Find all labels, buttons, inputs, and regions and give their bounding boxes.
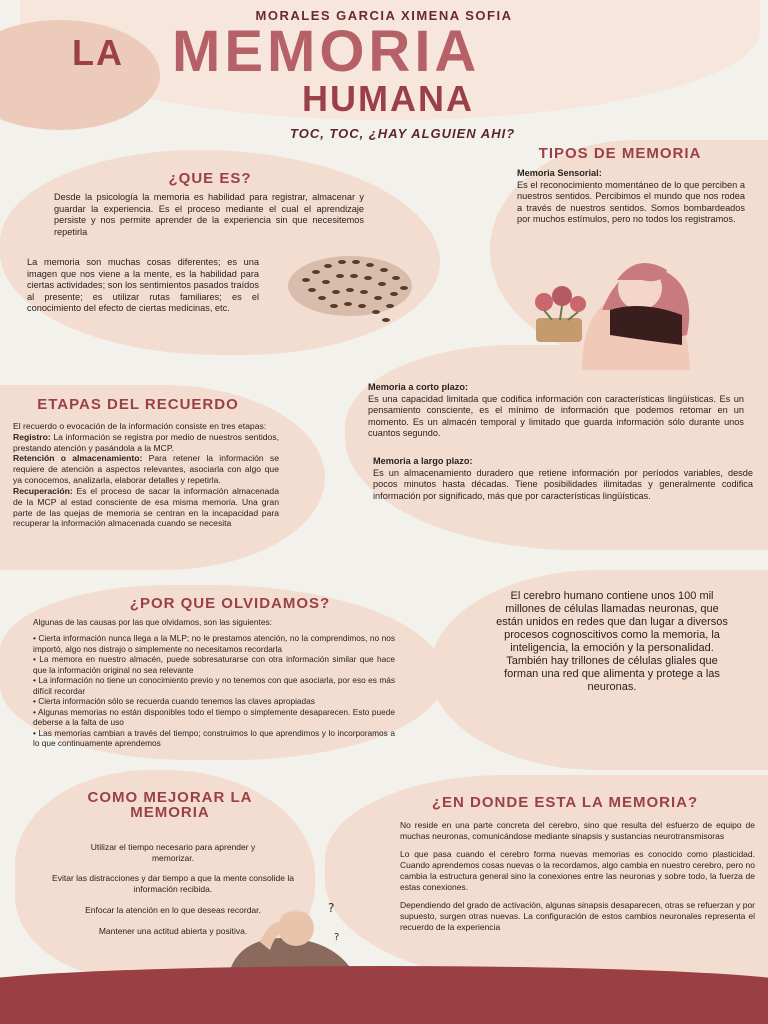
olvidamos-intro: Algunas de las causas por las que olvidamos, son las siguientes: bbox=[33, 617, 272, 627]
olvidamos-item: • La memora en nuestro almacén, puede sobresaturarse con otra información similar que hace que la información original no sea relevante bbox=[33, 654, 395, 675]
mejorar-tip: Mantener una actitud abierta y positiva. bbox=[98, 925, 248, 936]
page-subtitle: HUMANA bbox=[302, 78, 474, 119]
etapas-body bbox=[13, 421, 279, 529]
page-title: MEMORIA bbox=[172, 19, 481, 84]
svg-text:?: ? bbox=[334, 932, 340, 943]
donde-paragraph-2: Lo que pasa cuando el cerebro forma nuevas memorias es conocido como plasticidad. Cuando aprendemos cosas nuevas o la recordamos, algo cambia en nuestro cerebro, pero no cambia la estructura general sino la conexiones entre las neuronas y sobre todo, la fuerza de estas conexiones. bbox=[400, 849, 755, 892]
memoria-largo-plazo bbox=[373, 456, 753, 502]
recuperacion-label: Recuperación: bbox=[13, 485, 73, 496]
olvidamos-item: • Algunas memorias no están disponibles todo el tiempo o simplemente desaparecen. Esto puede deberse a la falta de uso bbox=[33, 706, 395, 728]
retencion-text: Para retener la información se requiere de atención a aspectos relevantes, asociarla con algo que ya conocemos, analizarla, elaborar detalles y repetirla. bbox=[13, 453, 279, 486]
sensorial-label: Memoria Sensorial: bbox=[517, 168, 602, 178]
mejorar-heading bbox=[60, 790, 280, 820]
brain-illustration bbox=[286, 250, 426, 330]
mejorar-heading-line2: MEMORIA bbox=[130, 804, 210, 821]
que-es-paragraph-1: Desde la psicología la memoria es habilidad para registrar, almacenar y guardar la experiencia. Es el proceso mediante el cual el aprendizaje persiste y nos permite aprender de la experiencia sin que necesitemos repetirla bbox=[54, 192, 364, 237]
corto-largo-blob bbox=[345, 345, 768, 550]
registro-label: Registro: bbox=[13, 431, 51, 442]
olvidamos-body bbox=[33, 617, 395, 748]
mejorar-heading-line1: COMO MEJORAR LA bbox=[87, 789, 253, 806]
thinking-old-man-illustration bbox=[230, 900, 360, 970]
olvidamos-heading: ¿POR QUE OLVIDAMOS? bbox=[129, 595, 331, 612]
etapas-intro: El recuerdo o evocación de la información consiste en tres etapas: bbox=[13, 421, 267, 431]
title-prefix: LA bbox=[72, 32, 124, 73]
retencion-label: Retención o almacenamiento: bbox=[13, 453, 143, 464]
mejorar-tip: Utilizar el tiempo necesario para aprender y memorizar. bbox=[90, 842, 256, 863]
etapas-heading: ETAPAS DEL RECUERDO bbox=[37, 396, 239, 413]
corto-text: Es una capacidad limitada que codifica información con características lingüísticas. Es un pensamiento consciente, es el mínimo de información que podemos retomar en un momento. Es un almacén temporal y limitado que guarda información sólo durante unos cuantos segundo. bbox=[368, 393, 744, 439]
mejorar-tip: Enfocar la atención en lo que deseas recordar. bbox=[85, 904, 261, 915]
registro-text: La información se registra por medio de nuestros sentidos, prestando atención y pasándola a la MCP. bbox=[13, 431, 279, 453]
donde-paragraph-1: No reside en una parte concreta del cerebro, sino que resulta del esfuerzo de equipo de muchas neuronas, comunicándose mediante sinapsis y sustancias neurotransmisoras bbox=[400, 820, 755, 841]
cerebro-fact: El cerebro humano contiene unos 100 mil millones de células llamadas neuronas, que están unidos en redes que dan lugar a diversos procesos cognoscitivos como la memoria, la inteligencia, la emoción y la personalidad. También hay trillones de células gliales que forman una red que alimenta y protege a las neuronas. bbox=[496, 590, 728, 693]
donde-heading: ¿EN DONDE ESTA LA MEMORIA? bbox=[431, 794, 699, 811]
author-name: MORALES GARCIA XIMENA SOFIA bbox=[255, 8, 513, 23]
olvidamos-item: • La información no tiene un conocimiento previo y no tenemos con que asociarla, por eso es más difícil recordar bbox=[33, 675, 395, 696]
que-es-paragraph-2: La memoria son muchas cosas diferentes; es una imagen que nos viene a la mente, es la habilidad para ciertas actividades; son los sentimientos pasados traídos al presente; es utilizar rutas familiares; es el conocimiento del efecto de ciertas medicinas, etc. bbox=[27, 257, 259, 314]
mejorar-tip: Evitar las distracciones y dar tiempo a que la mente consolide la información recibida. bbox=[52, 873, 294, 895]
que-es-heading: ¿QUE ES? bbox=[168, 170, 252, 187]
largo-text: Es un almacenamiento duradero que retiene información por períodos variables, desde pocos minutos hasta décadas. Tiene posibilidades ilimitadas y generalmente codifica información por significado, más que por características lingüísticas. bbox=[373, 467, 753, 501]
recuperacion-text: Es el proceso de sacar la información almacenada de la MCP al estad consciente de esa misma memoria. Una gran parte de las quejas de memoria se centran en la incapacidad para recuperar la información almacenada cuando se necesita bbox=[13, 485, 279, 529]
girl-smelling-flowers-illustration bbox=[522, 240, 702, 370]
corto-label: Memoria a corto plazo: bbox=[368, 382, 469, 392]
memoria-corto-plazo bbox=[368, 382, 744, 440]
donde-paragraph-3: Dependiendo del grado de activación, algunas sinapsis desaparecen, otras se refuerzan y por supuesto, surgen otras nuevas. La configuración de estos cambios neuronales representa el recuerdo de la experiencia bbox=[400, 900, 755, 932]
tipos-heading: TIPOS DE MEMORIA bbox=[538, 145, 702, 162]
donde-body bbox=[400, 820, 755, 932]
olvidamos-item: • Las memorias cambian a través del tiempo; construimos lo que aprendimos y lo incorporamos a lo que continuamente aprendemos bbox=[33, 727, 395, 748]
largo-label: Memoria a largo plazo: bbox=[373, 456, 473, 466]
tagline: TOC, TOC, ¿HAY ALGUIEN AHI? bbox=[290, 126, 516, 141]
memoria-sensorial bbox=[517, 168, 745, 226]
olvidamos-list bbox=[33, 633, 395, 748]
olvidamos-item: • Cierta información nunca llega a la MLP; no le prestamos atención, no la comprendimos, no nos importó, algo nos distrajo o simplemente no necesitamos recordarla bbox=[33, 633, 395, 654]
olvidamos-item: • Cierta información sólo se recuerda cuando tenemos las claves apropiadas bbox=[33, 696, 315, 707]
sensorial-text: Es el reconocimiento momentáneo de lo que perciben a nuestros sentidos. Percibimos el mundo que nos rodea a través de nuestros sentidos. Somos bombardeados por muchos estímulos, pero no todos los registramos. bbox=[517, 179, 745, 225]
footer-bar bbox=[0, 994, 768, 1024]
svg-text:?: ? bbox=[328, 901, 335, 915]
